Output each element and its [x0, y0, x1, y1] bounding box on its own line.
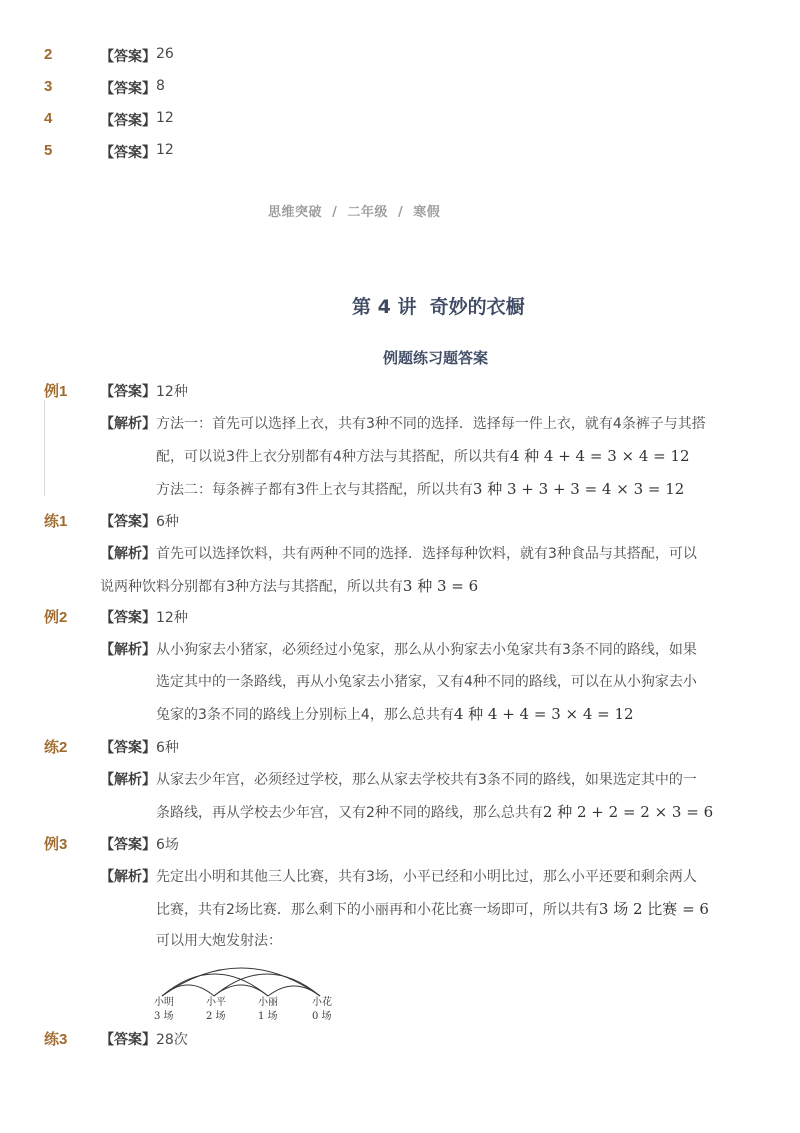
- footer-series: 思维突破: [268, 205, 323, 220]
- person-name: 小明: [154, 997, 174, 1008]
- arc-ping-hua: [214, 974, 320, 996]
- answer-value: 12种: [156, 384, 188, 400]
- answer-value: 26: [156, 46, 174, 62]
- answer-value: 6种: [156, 514, 179, 530]
- answer-number: 3: [44, 78, 53, 95]
- answer-tag: 【答案】: [100, 514, 156, 530]
- answer-tag: 【答案】: [100, 740, 156, 756]
- analysis-text: 条路线，再从学校去少年宫，又有2种不同的路线，那么总共有: [156, 805, 543, 821]
- answer-value: 6种: [156, 740, 179, 756]
- analysis-tag: 【解析】: [100, 642, 156, 658]
- answer-tag: 【答案】: [100, 113, 156, 129]
- person-name: 小花: [312, 997, 332, 1008]
- footer-separator: /: [397, 205, 404, 220]
- analysis-text: 说两种饮料分别都有3种方法与其搭配，所以共有: [100, 579, 403, 595]
- analysis-line: [156, 478, 684, 499]
- analysis-line: 选定其中的一条路线，再从小兔家去小猪家，又有4种不同的路线，可以在从小狗家去小: [156, 674, 697, 690]
- problem-number: 例1: [44, 383, 68, 400]
- answer-value: 6场: [156, 837, 179, 853]
- arc-li-hua: [268, 986, 320, 996]
- answer-tag: 【答案】: [100, 81, 156, 97]
- answer-number: 4: [44, 110, 53, 127]
- analysis-line: [156, 445, 690, 466]
- match-count: 0 场: [312, 1011, 332, 1022]
- math-expression: 3 种 3 = 6: [402, 577, 479, 595]
- analysis-tag: 【解析】: [100, 772, 156, 788]
- arc-ming-li: [162, 974, 268, 996]
- analysis-line: 先定出小明和其他三人比赛，共有3场，小平已经和小明比过，那么小平还要和剩余两人: [156, 869, 697, 885]
- problem-number: 练1: [44, 513, 68, 530]
- match-count: 2 场: [206, 1011, 226, 1022]
- answer-tag: 【答案】: [100, 49, 156, 65]
- problem-number: 练3: [44, 1031, 68, 1048]
- answer-value: 12种: [156, 610, 188, 626]
- person-name: 小丽: [258, 997, 278, 1008]
- analysis-text: 配，可以说3件上衣分别都有4种方法与其搭配，所以共有: [156, 449, 510, 465]
- math-expression: 3 场 2 比赛 = 6: [598, 900, 709, 918]
- analysis-line: [156, 703, 634, 724]
- match-diagram: [150, 950, 350, 1024]
- match-count: 1 场: [258, 1011, 278, 1022]
- analysis-line: 从小狗家去小猪家，必须经过小兔家，那么从小狗家去小兔家共有3条不同的路线，如果: [156, 642, 697, 658]
- analysis-line: [156, 898, 709, 919]
- problem-number: 例2: [44, 609, 68, 626]
- problem-number: 例3: [44, 836, 68, 853]
- math-expression: 4 种 4 + 4 = 3 × 4 = 12: [453, 705, 634, 723]
- answer-value: 12: [156, 142, 174, 158]
- footer-grade: 二年级: [347, 205, 388, 220]
- math-expression: 3 种 3 + 3 + 3 = 4 × 3 = 12: [472, 480, 685, 498]
- math-expression: 2 种 2 + 2 = 2 × 3 = 6: [542, 803, 714, 821]
- answer-tag: 【答案】: [100, 610, 156, 626]
- answer-tag: 【答案】: [100, 837, 156, 853]
- arc-ming-ping: [162, 985, 214, 996]
- answer-tag: 【答案】: [100, 384, 156, 400]
- footer-term: 寒假: [413, 205, 441, 220]
- page-footer: [268, 201, 440, 220]
- problem-number: 练2: [44, 739, 68, 756]
- math-expression: 4 种 4 + 4 = 3 × 4 = 12: [509, 447, 690, 465]
- analysis-tag: 【解析】: [100, 869, 156, 885]
- answer-value: 12: [156, 110, 174, 126]
- analysis-line: 方法一：首先可以选择上衣，共有3种不同的选择．选择每一件上衣，就有4条裤子与其搭: [156, 416, 706, 432]
- answer-tag: 【答案】: [100, 1032, 156, 1048]
- section-title: 例题练习题答案: [383, 349, 489, 367]
- person-name: 小平: [206, 997, 226, 1008]
- analysis-text: 比赛，共有2场比赛．那么剩下的小丽再和小花比赛一场即可，所以共有: [156, 902, 599, 918]
- analysis-tag: 【解析】: [100, 546, 156, 562]
- answer-value: 8: [156, 78, 165, 94]
- answer-value: 28次: [156, 1032, 188, 1048]
- lecture-title: 第 4 讲 奇妙的衣橱: [352, 296, 525, 318]
- answer-number: 2: [44, 46, 53, 63]
- analysis-text: 方法二：每条裤子都有3件上衣与其搭配，所以共有: [156, 482, 473, 498]
- analysis-line: 从家去少年宫，必须经过学校，那么从家去学校共有3条不同的路线，如果选定其中的一: [156, 772, 697, 788]
- analysis-text: 兔家的3条不同的路线上分别标上4，那么总共有: [156, 707, 454, 723]
- footer-separator: /: [332, 205, 338, 220]
- analysis-tag: 【解析】: [100, 416, 156, 432]
- match-count: 3 场: [154, 1011, 174, 1022]
- section-divider: [44, 400, 45, 496]
- answer-number: 5: [44, 142, 53, 159]
- arc-ming-hua: [162, 968, 320, 996]
- analysis-line: 首先可以选择饮料，共有两种不同的选择．选择每种饮料，就有3种食品与其搭配，可以: [156, 546, 697, 562]
- analysis-line: 可以用大炮发射法：: [156, 933, 282, 949]
- answer-tag: 【答案】: [100, 145, 156, 161]
- arc-ping-li: [214, 985, 268, 996]
- analysis-line: [100, 575, 478, 596]
- analysis-line: [156, 801, 713, 822]
